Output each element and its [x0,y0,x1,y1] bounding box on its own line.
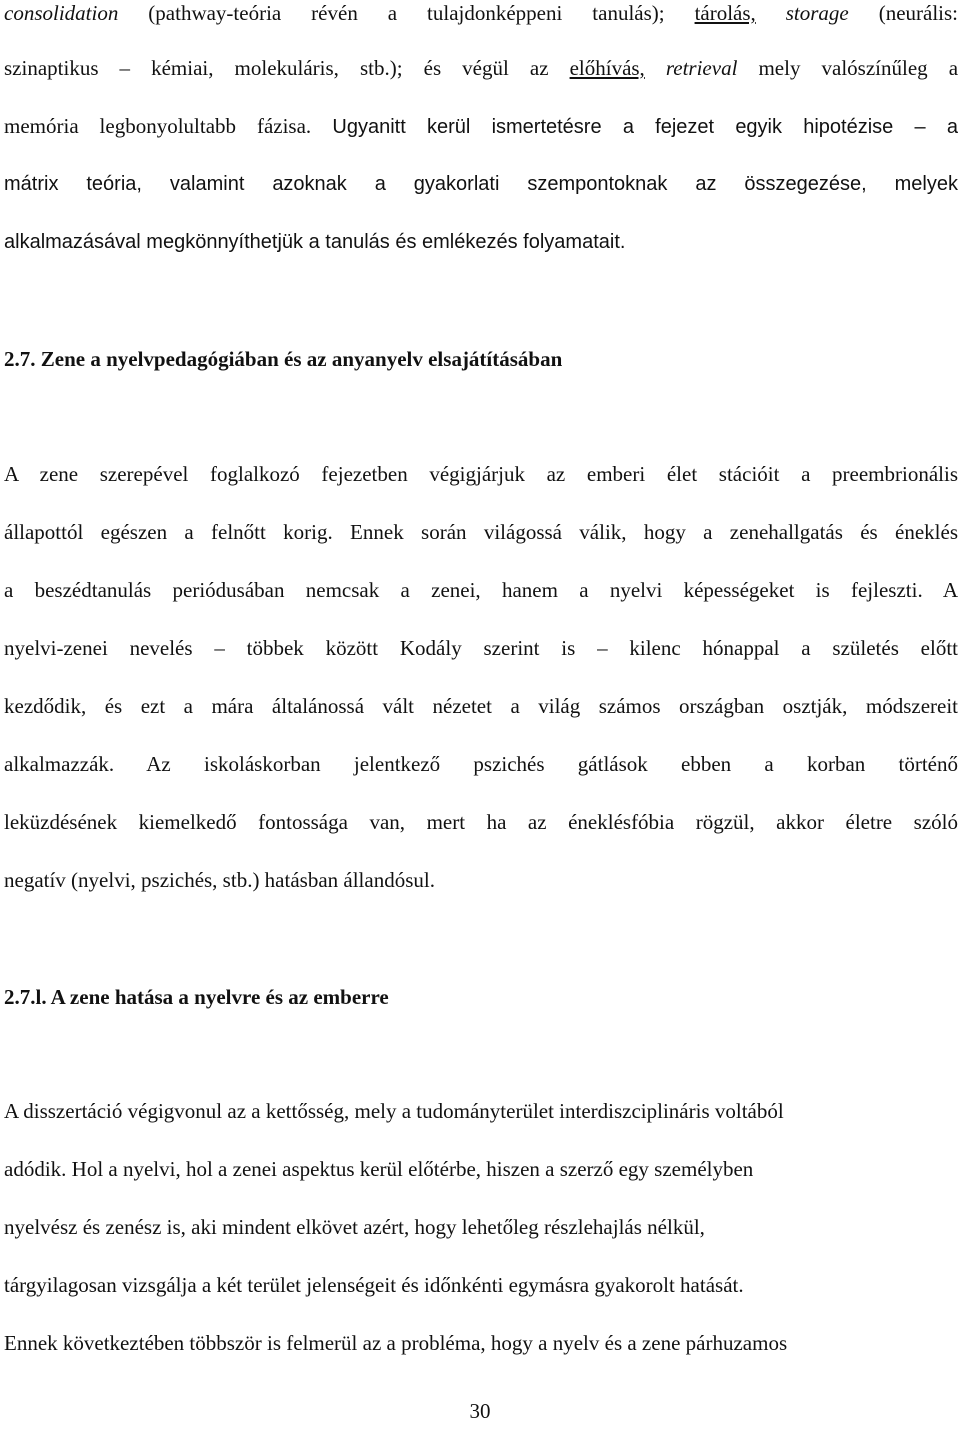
section-2-7-1-line: adódik. Hol a nyelvi, hol a zenei aspektus kerül előtérbe, hiszen a szerző egy személyben [4,1157,754,1181]
term-elohivas: előhívás, [569,56,645,80]
term-retrieval: retrieval [665,56,738,80]
term-tarolas: tárolás, [694,1,756,25]
section-heading-2-7: 2.7. Zene a nyelvpedagógiában és az anyanyelv elsajátításában [4,347,563,371]
section-2-7-1-line: Ennek következtében többször is felmerül az a probléma, hogy a nyelv és a zene párhuzamos [4,1331,788,1355]
intro-line-2 [4,55,958,81]
section-2-7-line: kezdődik, és ezt a mára általánossá vált nézetet a világ számos országban osztják, módszereit [4,694,958,718]
intro-text: Ugyanitt kerül ismertetésre a fejezet egyik hipotézise – a [311,116,958,138]
term-storage: storage [785,1,849,25]
section-2-7-line: A zene szerepével foglalkozó fejezetben végigjárjuk az emberi élet stációit a preembrionális [4,462,958,486]
intro-text [756,1,786,25]
section-2-7-1-line: tárgyilagosan vizsgálja a két terület jelenségeit és időnkénti egymásra gyakorolt hatását. [4,1273,744,1297]
intro-text: (neurális: [848,1,959,25]
section-2-7-line: negatív (nyelvi, pszichés, stb.) hatásban állandósul. [4,868,435,892]
section-2-7-line: leküzdésének kiemelkedő fontossága van, mert ha az éneklésfóbia rögzül, akkor életre szóló [4,810,958,834]
intro-line-3 [4,113,958,140]
section-2-7-1-line: A disszertáció végigvonul az a kettősség, mely a tudományterület interdiszciplináris voltából [4,1099,784,1123]
section-heading-2-7-1: 2.7.l. A zene hatása a nyelvre és az emberre [4,985,389,1009]
intro-line-4: mátrix teória, valamint azoknak a gyakorlati szempontoknak az összegezése, melyek [4,173,958,195]
intro-line-1 [4,0,958,26]
intro-text: memória legbonyolultabb fázisa. [4,114,312,138]
term-consolidation: consolidation [4,1,119,25]
section-2-7-line: állapottól egészen a felnőtt korig. Ennek során világossá válik, hogy a zenehallgatás és éneklés [4,520,958,544]
intro-text: mely valószínűleg a [737,56,959,80]
intro-text [645,56,666,80]
section-2-7-line: a beszédtanulás periódusában nemcsak a zenei, hanem a nyelvi képességeket is fejleszti. A [4,578,958,602]
section-2-7-line: nyelvi-zenei nevelés – többek között Kodály szerint is – kilenc hónappal a születés előtt [4,636,958,660]
intro-text: szinaptikus – kémiai, molekuláris, stb.); és végül az [4,56,570,80]
section-2-7-line: alkalmazzák. Az iskoláskorban jelentkező pszichés gátlások ebben a korban történő [4,752,958,776]
intro-line-5: alkalmazásával megkönnyíthetjük a tanulás és emlékezés folyamatait. [4,231,626,253]
page-number: 30 [469,1399,491,1423]
intro-text: (pathway-teória révén a tulajdonképpeni tanulás); [118,1,695,25]
section-2-7-1-line: nyelvész és zenész is, aki mindent elkövet azért, hogy lehetőleg részlehajlás nélkül, [4,1215,705,1239]
